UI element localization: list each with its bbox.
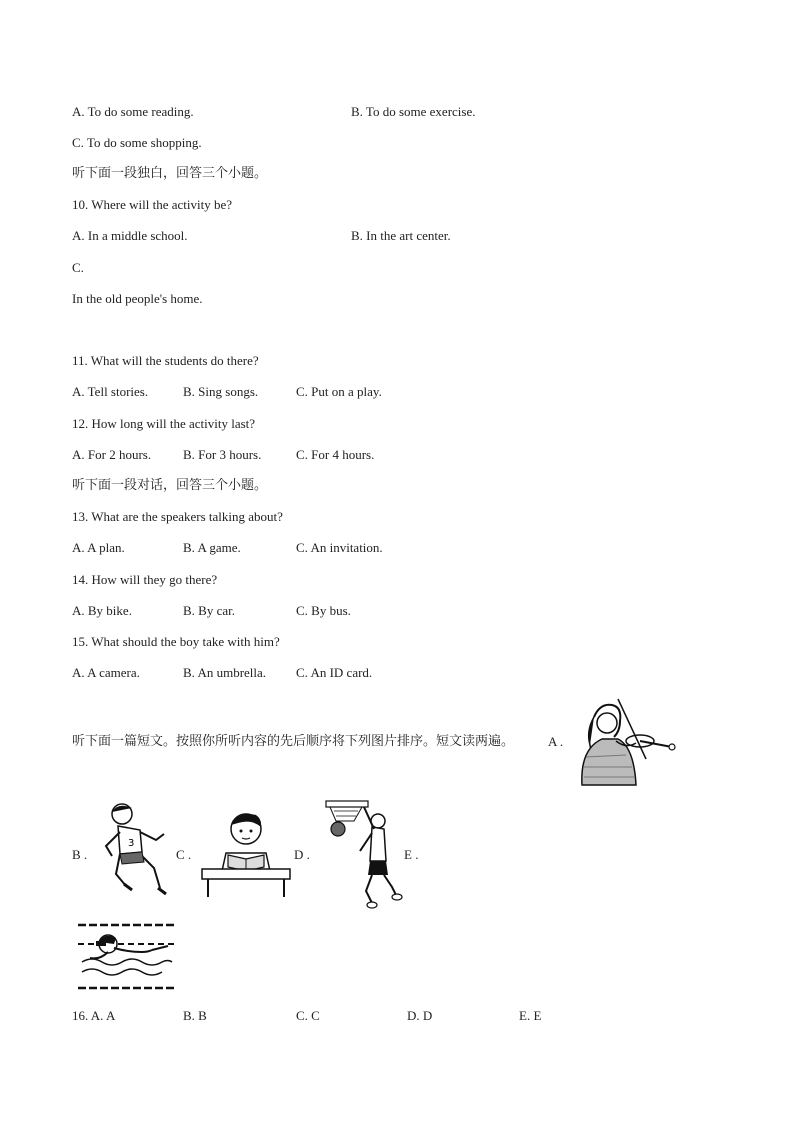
q11-option-c: C. Put on a play. [296, 384, 382, 399]
section-dialogue-instruction: 听下面一段对话，回答三个小题。 [72, 478, 268, 493]
q15-option-c: C. An ID card. [296, 665, 373, 680]
q13-option-b: B. A game. [183, 540, 241, 555]
swimmer-icon [78, 922, 174, 992]
q16-option-d: D. D [407, 1008, 433, 1023]
section-monologue-instruction: 听下面一段独白，回答三个小题。 [72, 166, 268, 181]
q13-option-c: C. An invitation. [296, 540, 383, 555]
violin-player-icon [576, 697, 678, 787]
q16-option-e: E. E [519, 1008, 542, 1023]
reading-boy-icon [198, 809, 294, 899]
picture-label-c: C . [176, 847, 192, 862]
q16-option-b: B. B [183, 1008, 207, 1023]
q9-option-a: A. To do some reading. [72, 104, 194, 119]
q11-option-a: A. Tell stories. [72, 384, 149, 399]
q15-option-b: B. An umbrella. [183, 665, 267, 680]
q14-stem: 14. How will they go there? [72, 572, 218, 587]
q10-option-c-label: C. [72, 260, 84, 275]
running-boy-icon [98, 800, 174, 902]
q16-option-c: C. C [296, 1008, 320, 1023]
picture-label-d: D . [294, 847, 310, 862]
svg-text:3: 3 [128, 838, 135, 849]
q16-option-a: 16. A. A [72, 1008, 116, 1023]
picture-label-e: E . [404, 847, 419, 862]
q14-option-c: C. By bus. [296, 603, 351, 618]
q12-stem: 12. How long will the activity last? [72, 416, 256, 431]
picture-label-b: B . [72, 847, 88, 862]
q12-option-b: B. For 3 hours. [183, 447, 262, 462]
q11-stem: 11. What will the students do there? [72, 353, 259, 368]
q12-option-a: A. For 2 hours. [72, 447, 152, 462]
q10-option-c-text: In the old people's home. [72, 291, 203, 306]
q13-stem: 13. What are the speakers talking about? [72, 509, 283, 524]
q14-option-a: A. By bike. [72, 603, 132, 618]
q11-option-b: B. Sing songs. [183, 384, 259, 399]
q15-option-a: A. A camera. [72, 665, 140, 680]
q12-option-c: C. For 4 hours. [296, 447, 375, 462]
q10-option-a: A. In a middle school. [72, 228, 188, 243]
q14-option-b: B. By car. [183, 603, 235, 618]
q9-option-c: C. To do some shopping. [72, 135, 202, 150]
q10-option-b: B. In the art center. [351, 228, 451, 243]
basketball-player-icon [322, 799, 404, 911]
q15-stem: 15. What should the boy take with him? [72, 634, 280, 649]
q10-stem: 10. Where will the activity be? [72, 197, 233, 212]
q13-option-a: A. A plan. [72, 540, 125, 555]
q9-option-b: B. To do some exercise. [351, 104, 476, 119]
section-passage-instruction: 听下面一篇短文。按照你所听内容的先后顺序将下列图片排序。短文读两遍。 [72, 734, 515, 749]
picture-label-a: A . [548, 734, 564, 749]
